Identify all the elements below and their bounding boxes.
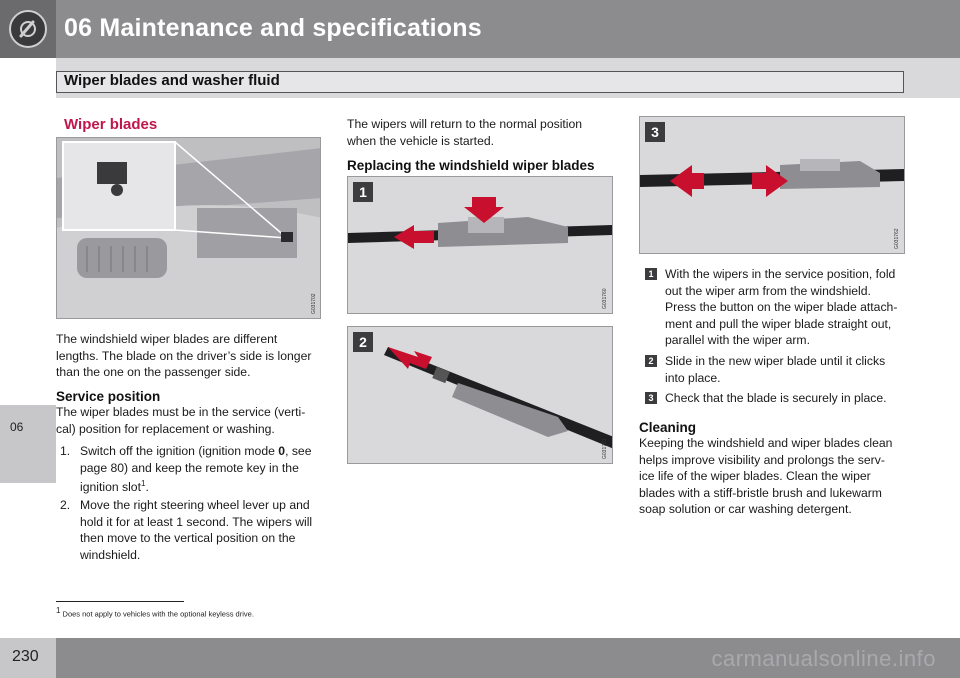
replacing-heading: Replacing the windshield wiper blades (347, 158, 595, 173)
figure-code: G031760 (602, 288, 608, 309)
cleaning-text: Keeping the windshield and wiper blades clean helps improve visibility and prolongs the serv- ice life of the wiper blades. Clean the wiper blades with a stiff-bristle brush and lukewarm soap solution or car washing detergent. (639, 436, 893, 516)
chapter-title: 06 Maintenance and specifications (64, 14, 482, 42)
chapter-tab (0, 405, 56, 483)
chapter-icon-box (0, 0, 56, 58)
intro-paragraph: The windshield wiper blades are different lengths. The blade on the driver’s side is longer than the one on the passenger side. (56, 332, 312, 379)
footnote: $^1$ Does not apply to vehicles with the optional keyless drive. (56, 606, 254, 619)
service-position-heading: Service position (56, 389, 161, 404)
step-badge: 3 (645, 392, 657, 404)
footnote-rule (56, 601, 184, 602)
wiper-figure-3 (639, 116, 905, 254)
section-title: Wiper blades and washer fluid (64, 72, 280, 89)
step-badge: 2 (353, 332, 373, 352)
list-item: 1. Switch off the ignition (ignition mode 0, see page 80) and keep the remote key in the ignition slot$^1$. (60, 444, 312, 495)
step-badge: 1 (353, 182, 373, 202)
list-item: 2. Move the right steering wheel lever up and hold it for at least 1 second. The wipers will then move to the vertical position on the windshield. (60, 498, 313, 562)
service-position-text: The wiper blades must be in the service (verti- cal) position for replacement or washing. (56, 405, 306, 436)
step-badge: 1 (645, 268, 657, 280)
list-item: 2 Slide in the new wiper blade until it clicks into place. (645, 353, 907, 386)
figure-code: G031762 (894, 228, 900, 249)
list-item: 3 Check that the blade is securely in place. (645, 390, 907, 407)
step-badge: 3 (645, 122, 665, 142)
cleaning-heading: Cleaning (639, 420, 697, 435)
figure-code: G031761 (602, 438, 608, 459)
left-gutter (0, 98, 56, 638)
page-number: 230 (12, 648, 39, 665)
chapter-tab-label: 06 (10, 420, 24, 434)
wiper-figure-2 (347, 326, 613, 464)
wrench-gear-icon (9, 10, 47, 48)
watermark: carmanualsonline.info (711, 646, 936, 671)
wiper-figure-1 (347, 176, 613, 314)
wiper-blades-title: Wiper blades (64, 116, 158, 133)
engine-bay-figure (56, 137, 321, 319)
step-badge: 2 (645, 355, 657, 367)
list-item: 1 With the wipers in the service position, fold out the wiper arm from the windshield. Press the button on the wiper blade attach- ment and pull the wiper blade straight out, parallel with the wiper arm. (645, 266, 907, 349)
return-paragraph: The wipers will return to the normal position when the vehicle is started. (347, 117, 583, 148)
figure-code: G031702 (311, 293, 317, 314)
